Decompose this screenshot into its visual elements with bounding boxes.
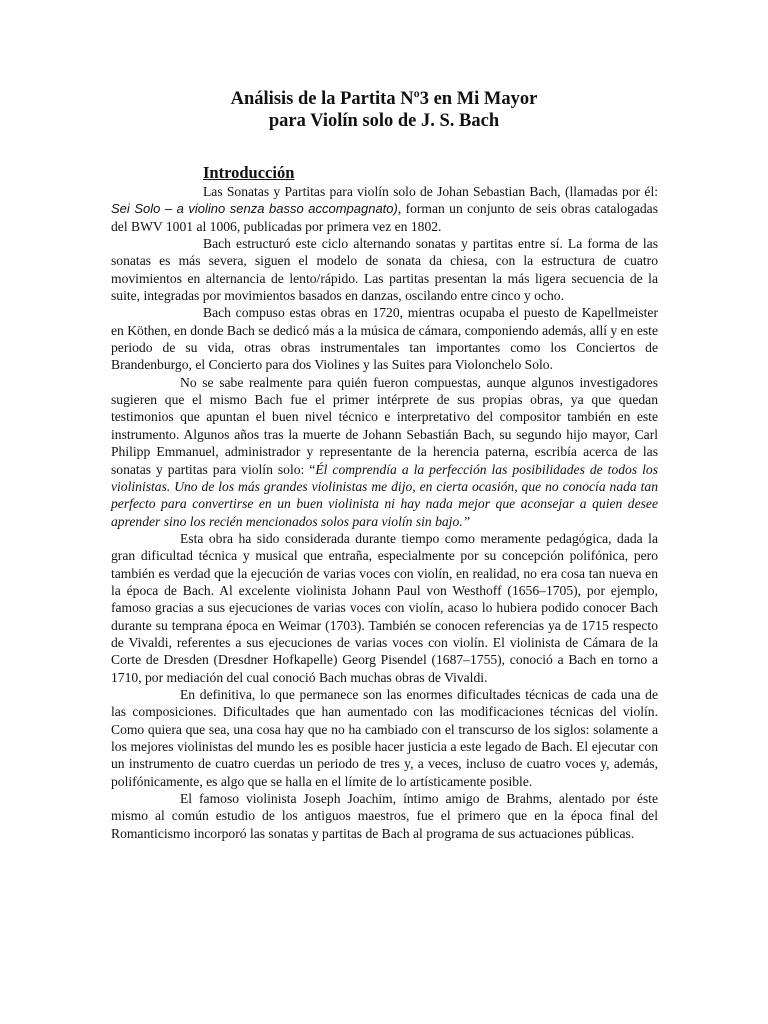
- paragraph-7: El famoso violinista Joseph Joachim, íntimo amigo de Brahms, alentado por éste mismo al común estudio de los antiguos maestros, fue el primero que en la época final del Romanticismo incorporó las sonatas y partitas de Bach al programa de sus actuaciones públicas.: [111, 791, 658, 841]
- document-title: [0, 88, 768, 132]
- paragraph-4-quote: Él comprendía a la perfección las posibilidades de todos los violinistas. Uno de los más grandes violinistas me dijo, en cierta ocasión, que no conocía nada tan perfecto para convertirse en un buen violinista ni hay nada mejor que aconsejar a quien desee aprender sino los recién mencionados solos para violín sin bajo.: [111, 461, 658, 529]
- paragraph-4: [111, 374, 658, 530]
- paragraph-4-quote-close: ”: [462, 513, 471, 529]
- title-line-2: para Violín solo de J. S. Bach: [268, 111, 500, 131]
- paragraph-1: [111, 183, 658, 235]
- document-body: [111, 183, 658, 842]
- paragraph-5: Esta obra ha sido considerada durante tiempo como meramente pedagógica, dada la gran dificultad técnica y musical que entraña, especialmente por su concepción polifónica, pero también es verdad que la ejecución de varias voces con violín, en realidad, no era cosa tan nueva en la época de Bach. Al excelente violinista Johann Paul von Westhoff (1656–1705), por ejemplo, famoso gracias a sus ejecuciones de varias voces con violín, acaso lo hubiera podido conocer Bach durante su temprana época en Weimar (1703). También se conocen referencias ya de 1715 respecto de Vivaldi, referentes a sus ejecuciones de varias voces con violín. El violinista de Cámara de la Corte de Dresden (Dresdner Hofkapelle) Georg Pisendel (1687–1755), conoció a Bach en torno a 1710, por mediación del cual conoció Bach muchas obras de Vivaldi.: [111, 530, 658, 685]
- paragraph-2: Bach estructuró este ciclo alternando sonatas y partitas entre sí. La forma de las sonatas es más severa, siguen el modelo de sonata da chiesa, con la estructura de cuatro movimientos en alternancia de lento/rápido. Las partitas presentan la más ligera secuencia de la suite, integradas por movimientos basados en danzas, oscilando entre cinco y ocho.: [111, 236, 658, 304]
- paragraph-1-tail: , forman un conjunto de seis obras catalogadas del BWV 1001 al 1006, publicadas por primera vez en 1802.: [111, 201, 658, 234]
- paragraph-1-text: Las Sonatas y Partitas para violín solo de Johan Sebastian Bach, (llamadas por él:: [203, 184, 658, 199]
- section-heading: Introducción: [203, 163, 295, 182]
- paragraph-4-text: No se sabe realmente para quién fueron compuestas, aunque algunos investigadores sugieren que el mismo Bach fue el primer intérprete de sus propias obras, ya que quedan testimonios que apuntan el buen nivel técnico e interpretativo del compositor también en este instrumento. Algunos años tras la muerte de Johann Sebastián Bach, su segundo hijo mayor, Carl Philipp Emmanuel, administrador y representante de la herencia paterna, escribía acerca de las sonatas y partitas para violín solo: “: [111, 374, 658, 477]
- paragraph-3: Bach compuso estas obras en 1720, mientras ocupaba el puesto de Kapellmeister en Köthen, en donde Bach se dedicó más a la música de cámara, componiendo además, allí y en este periodo de su vida, otras obras instrumentales tan importantes como los Conciertos de Brandenburgo, el Concierto para dos Violines y las Suites para Violonchelo Solo.: [111, 305, 658, 373]
- paragraph-6: En definitiva, lo que permanece son las enormes dificultades técnicas de cada una de las composiciones. Dificultades que han aumentado con las modificaciones técnicas del violín. Como quiera que sea, una cosa hay que no ha cambiado con el transcurso de los siglos: solamente a los mejores violinistas del mundo les es posible hacer justicia a este legado de Bach. El ejecutar con un instrumento de cuatro cuerdas un periodo de tres y, a veces, incluso de cuatro voces y, además, polifónicamente, es algo que se halla en el límite de lo artísticamente posible.: [111, 686, 658, 789]
- paragraph-1-italic: Sei Solo – a violino senza basso accompagnato): [111, 201, 398, 217]
- title-line-1: Análisis de la Partita Nº3 en Mi Mayor: [230, 89, 538, 109]
